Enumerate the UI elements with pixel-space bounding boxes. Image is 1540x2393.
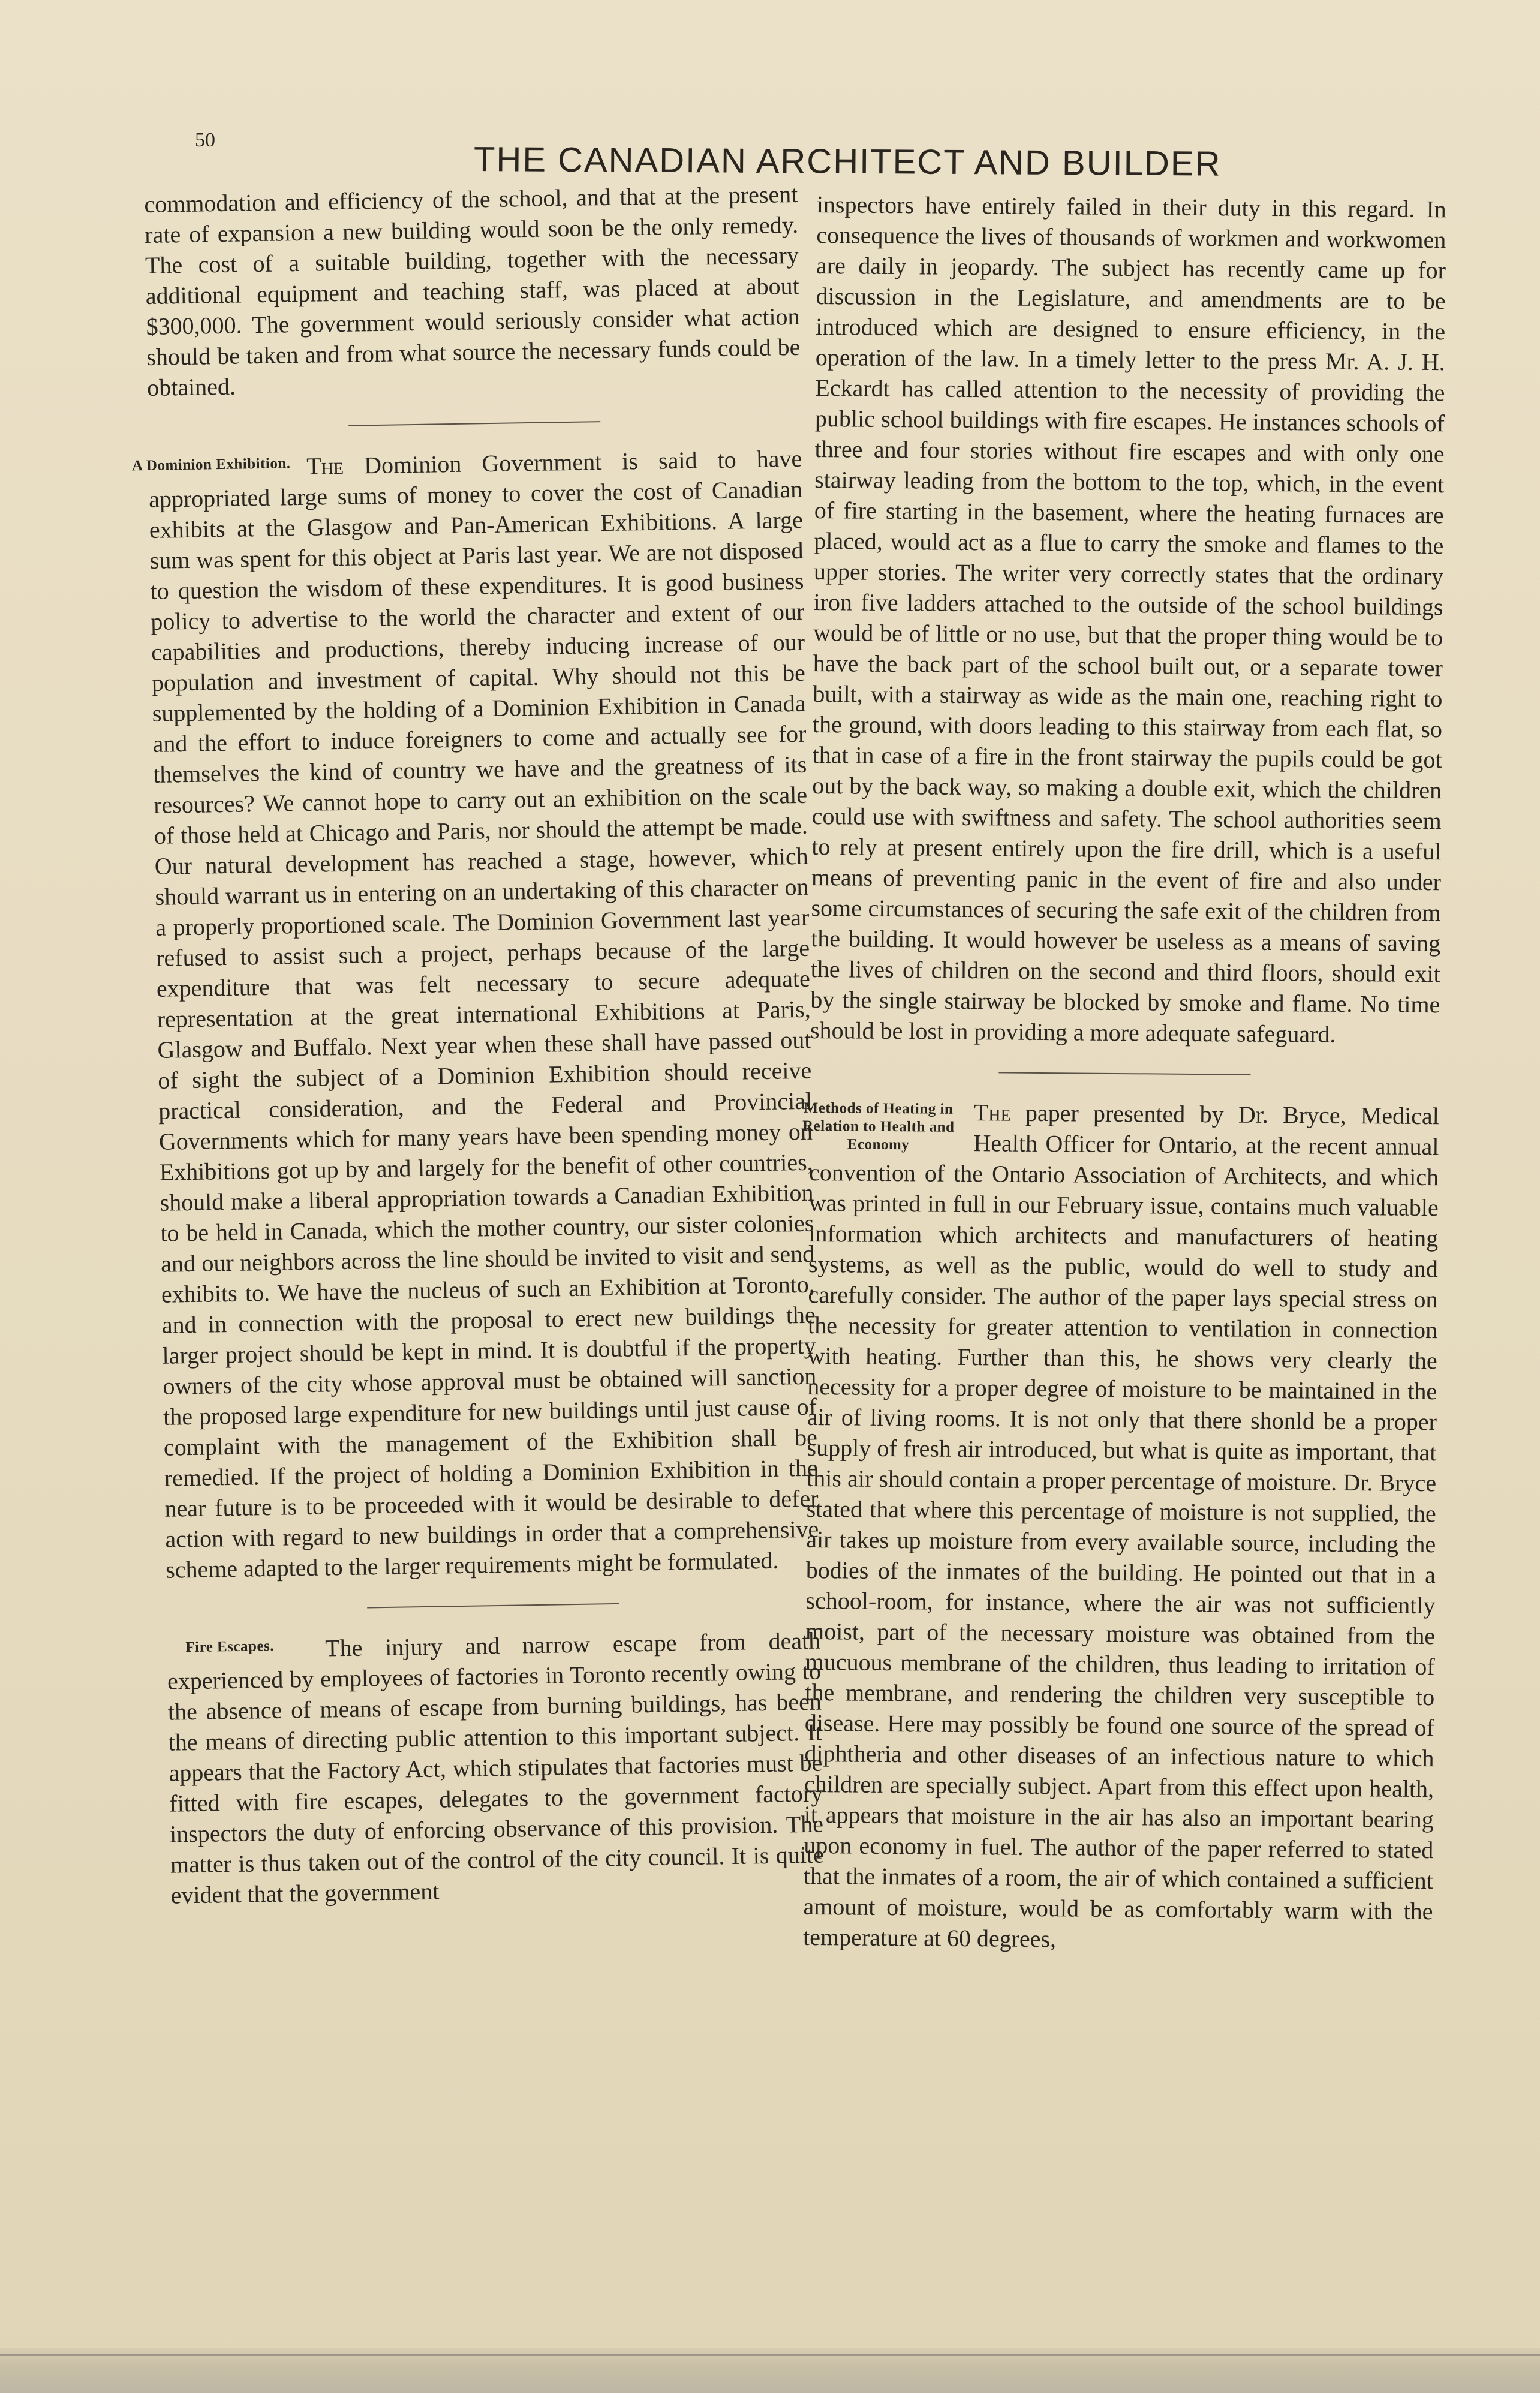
fire-escapes-continued-text: inspectors have entirely failed in their duty in this regard. In consequence the lives of thousands of workmen and workwomen are daily in jeopardy. The subject has recently came up for discussion in the Legislature, and amendments are to be introduced which are designed to ensure efficiency, in the operation of the law. In a timely letter to the press Mr. A. J. H. Eckardt has called attention to the necessity of providing the public school buildings with fire escapes. He instances schools of three and four stories without fire escapes and with only one stairway leading from the bottom to the top, which, in the event of fire starting in the basement, where the heating furnaces are placed, would act as a flue to carry the smoke and flames to the upper stories. The writer very correctly states that the ordinary iron five ladders attached to the outside of the school buildings would be of little or no use, but that the proper thing would be to have the back part of the school built out, or a separate tower built, with a stairway as wide as the main one, reaching right to the ground, with doors leading to this stairway from each flat, so that in case of a fire in the front stairway the pupils could be got out by the back way, so making a double exit, which the children could use with swiftness and safety. The school authorities seem to rely at present entirely upon the fire drill, which is a useful means of preventing panic in the event of fire and also under some circumstances of securing the safe exit of the children from the building. It would however be useless as a means of saving the lives of children on the second and third floors, should exit by the single stairway be blocked by smoke and flame. No time should be lost in providing a more adequate safeguard.: [810, 190, 1446, 1048]
page-edge-line: [0, 2354, 1540, 2356]
journal-title: THE CANADIAN ARCHITECT AND BUILDER: [473, 140, 1222, 184]
side-heading-methods-of-heating: Methods of Heating in Relation to Health and Economy: [802, 1099, 955, 1153]
side-heading-dominion-exhibition: A Dominion Exhibition.: [131, 455, 291, 474]
methods-of-heating-section: [803, 1096, 1439, 1957]
section-divider: [998, 1072, 1250, 1075]
left-column: [131, 179, 825, 1911]
right-column: [803, 189, 1446, 1957]
section-divider: [348, 421, 600, 426]
lead-word: The: [306, 452, 344, 480]
methods-of-heating-text: [803, 1096, 1439, 1957]
dominion-exhibition-text: [148, 443, 820, 1585]
page-number: 50: [195, 129, 215, 151]
intro-paragraph: commodation and efficiency of the school, and that at the present rate of expansion a new building would soon be the only remedy. The cost of a suitable building, together with the necessary additional equipment and teaching staff, was placed at about $300,000. The government would seriously consider what action should be taken and from what source the necessary funds could be obtained.: [144, 180, 801, 401]
fire-escapes-section: [167, 1625, 825, 1911]
dominion-exhibition-section: [131, 443, 820, 1585]
fire-escapes-text: The injury and narrow escape from death experienced by employees of factories in Toronto recently owing to the absence of means of escape from burning buildings, has been the means of directing public attention to this important subject. It appears that the Factory Act, which stipulates that factories must be fitted with fire escapes, delegates to the government factory inspectors the duty of enforcing observance of this provision. The matter is thus taken out of the control of the city council. It is quite evident that the government: [167, 1627, 825, 1909]
section-divider: [367, 1603, 619, 1609]
article-body: paper presented by Dr. Bryce, Medical Health Officer for Ontario, at the recent annual convention of the Ontario Association of Architects, and which was printed in full in our February issue, contains much valuable information which architects and manufacturers of heating systems, as well as the public, would do well to study and carefully consider. The author of the paper lays special stress on the necessity for greater attention to ventilation in connection with heating. Further than this, he shows very clearly the necessity for a proper degree of moisture to be maintained in the air of living rooms. It is not only that there shonld be a proper supply of fresh air introduced, but what is quite as important, that this air should contain a proper percentage of moisture. Dr. Bryce stated that where this percentage of moisture is not supplied, the air takes up moisture from every available source, including the bodies of the inmates of the building. He pointed out that in a school-room, for instance, where the air was not sufficiently moist, part of the necessary moisture was obtained from the mucuous membrane of the children, thus leading to irritation of the membrane, and rendering the children very susceptible to disease. Here may possibly be found one source of the spread of diphtheria and other diseases of an infectious nature to which children are specially subject. Apart from this effect upon health, it appears that moisture in the air has also an important bearing upon economy in fuel. The author of the paper referred to stated that the inmates of a room, the air of which contained a sufficient amount of moisture, would be as comfortably warm with the temperature at 60 degrees,: [802, 1099, 1440, 1953]
article-body: Dominion Government is said to have appropriated large sums of money to cover the cost of Canadian exhibits at the Glasgow and Pan-American Exhibitions. A large sum was spent for this object at Paris last year. We are not disposed to question the wisdom of these expenditures. It is good business policy to advertise to the world the character and extent of our capabilities and productions, thereby inducing increase of our population and investment of capital. Why should not this be supplemented by the holding of a Dominion Exhibition in Canada and the effort to induce foreigners to come and actually see for themselves the kind of country we have and the greatness of its resources? We cannot hope to carry out an exhibition on the scale of those held at Chicago and Paris, nor should the attempt be made. Our natural development has reached a stage, however, which should warrant us in entering on an undertaking of this character on a properly proportioned scale. The Dominion Government last year refused to assist such a project, perhaps because of the large expenditure that was felt necessary to secure adequate representation at the great international Exhibitions at Paris, Glasgow and Buffalo. Next year when these shall have passed out of sight the subject of a Dominion Exhibition should receive practical consideration, and the Federal and Provincial Governments which for many years have been spending money on Exhibitions got up by and largely for the benefit of other countries, should make a liberal appropriation towards a Canadian Exhibition to be held in Canada, which the mother country, our sister colonies and our neighbors across the line should be invited to visit and send exhibits to. We have the nucleus of such an Exhibition at Toronto, and in connection with the proposal to erect new buildings the larger project should be kept in mind. It is doubtful if the property owners of the city whose approval must be obtained will sanction the proposed large expenditure for new buildings until just cause of complaint with the management of the Exhibition shall be remedied. If the project of holding a Dominion Exhibition in the near future is to be proceeded with it would be desirable to defer action with regard to new buildings in order that a comprehensive scheme adapted to the larger requirements might be formulated.: [148, 444, 819, 1583]
side-heading-fire-escapes: Fire Escapes.: [185, 1637, 275, 1656]
lead-word: The: [973, 1099, 1011, 1126]
